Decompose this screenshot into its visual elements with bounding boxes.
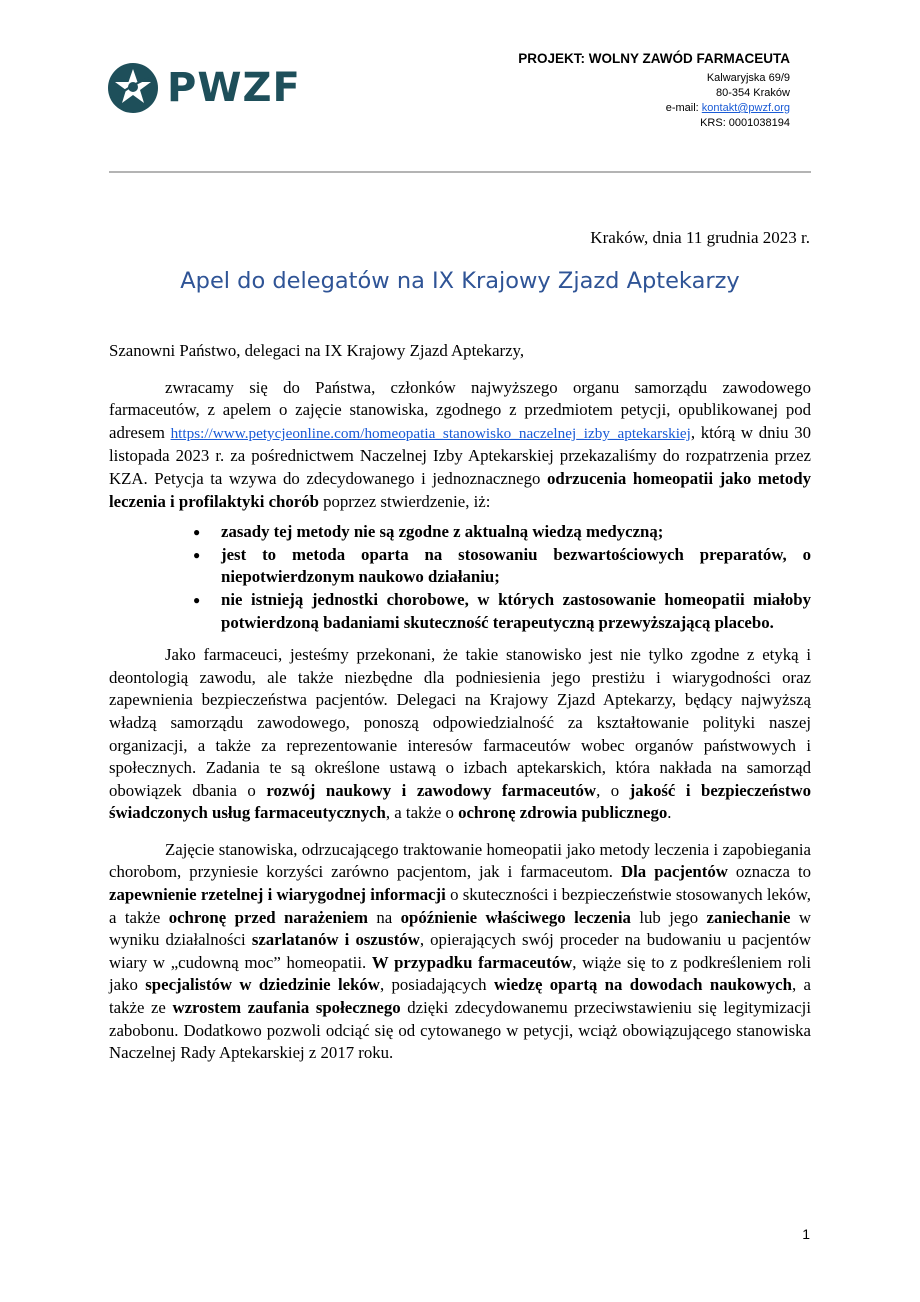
petition-link[interactable]: https://www.petycjeonline.com/homeopatia_stanowisko_naczelnej_izby_aptekarskiej [170, 424, 691, 442]
text-span: zwracamy się do Państwa, członków najwyższego organu samorządu zawodowego farmaceutów, z apelem o zajęcie stanowiska, zgodnego z przedmiotem petycji, opublikowanej pod adresem [109, 377, 811, 442]
bold-span: odrzucenia homeopatii jako metody leczenia i profilaktyki chorób [109, 468, 811, 511]
document-title: Apel do delegatów na IX Krajowy Zjazd Aptekarzy [180, 268, 740, 294]
text-span: dzięki zdecydowanemu przeciwstawieniu się legitymizacji zabobonu. Dodatkowo pozwoli odciąć się od cytowanego w petycji, wciąż obowiązującego stanowiska Naczelnej Rady Aptekarskiej z 2017 roku. [109, 998, 811, 1063]
address-city: 80-354 Kraków [716, 87, 790, 99]
text-span: , a także ze [109, 975, 811, 1018]
email-label: e-mail: [665, 102, 702, 114]
bold-span: opóźnienie właściwego leczenia [400, 907, 631, 927]
project-name: PROJEKT: WOLNY ZAWÓD FARMACEUTA [518, 51, 790, 66]
text-span: Zajęcie stanowiska, odrzucającego traktowanie homeopatii jako metody leczenia i zapobiegania chorobom, przyniesie korzyści zarówno pacjentom, jak i farmaceutom. [109, 839, 811, 882]
text-span: , o [596, 780, 630, 800]
bold-span: zapewnienie rzetelnej i wiarygodnej informacji [109, 885, 446, 905]
bold-span: szarlatanów i oszustów [251, 930, 420, 950]
paragraph-2 [109, 644, 811, 825]
bold-span: wzrostem zaufania społecznego [172, 998, 401, 1018]
logo-text: PWZF [167, 65, 301, 111]
text-span: , posiadających [379, 975, 494, 995]
greeting: Szanowni Państwo, delegaci na IX Krajowy Zjazd Aptekarzy, [109, 341, 525, 360]
text-span: o skuteczności i bezpieczeństwie stosowanych leków, a także [109, 885, 811, 927]
text-span: , a także o [385, 803, 459, 823]
bold-span: Dla pacjentów [621, 862, 728, 882]
bold-span: specjalistów w dziedzinie leków [145, 975, 380, 995]
bold-span: jakość i bezpieczeństwo świadczonych usług farmaceutycznych [109, 780, 811, 823]
header-divider [109, 171, 811, 173]
text-span: . [667, 803, 672, 823]
paragraph-1 [109, 377, 811, 514]
text-span: lub jego [630, 907, 707, 927]
text-span: w wyniku działalności [109, 907, 811, 950]
krs-number: KRS: 0001038194 [700, 117, 790, 129]
text-span: oznacza to [727, 862, 811, 882]
paragraph-3 [109, 839, 811, 1065]
demands-list [109, 521, 811, 634]
pwzf-logo [107, 62, 301, 114]
text-span: , którą w dniu 30 listopada 2023 r. za pośrednictwem Naczelnej Izby Aptekarskiej przekazaliśmy do rozpatrzenia przez KZA. Petycja ta wzywa do zdecydowanego i jednoznacznego [109, 422, 811, 488]
list-item: ● jest to metoda oparta na stosowaniu bezwartościowych preparatów, o niepotwierdzonym naukowo działaniu; [109, 544, 811, 589]
list-item: ● nie istnieją jednostki chorobowe, w których zastosowanie homeopatii miałoby potwierdzoną badaniami skuteczność terapeutyczną przewyższającą placebo. [109, 589, 811, 634]
letter-date: Kraków, dnia 11 grudnia 2023 r. [590, 228, 810, 247]
text-span: Jako farmaceuci, jesteśmy przekonani, że takie stanowisko jest nie tylko zgodne z etyką i deontologią zawodu, ale także niezbędne dla podniesienia jego prestiżu i wiarygodności oraz zapewnienia bezpieczeństwa pacjentów. Delegaci na Krajowy Zjazd Aptekarzy, będący najwyższą władzą samorządu zawodowego, ponoszą odpowiedzialność za kształtowanie polityki naszej organizacji, a także za reprezentowanie interesów farmaceutów wobec organów państwowych i społecznych. Zadania te są określone ustawą o izbach aptekarskich, która nakłada na samorząd obowiązek dbania o [109, 645, 811, 800]
bold-span: ochronę zdrowia publicznego [458, 803, 668, 823]
text-span: na [367, 907, 401, 927]
bold-span: ochronę przed narażeniem [168, 907, 368, 927]
bold-span: W przypadku farmaceutów [371, 952, 573, 972]
bold-span: zaniechanie [706, 907, 791, 927]
text-span: poprzez stwierdzenie, iż: [318, 491, 491, 511]
email-link[interactable]: kontakt@pwzf.org [701, 102, 790, 114]
pwzf-emblem-icon [107, 62, 159, 114]
page-number: 1 [802, 1226, 810, 1242]
address-street: Kalwaryjska 69/9 [706, 72, 790, 84]
letter-body [109, 340, 811, 1065]
text-span: , wiąże się to z podkreśleniem roli jako [109, 952, 811, 995]
list-item: ● zasady tej metody nie są zgodne z aktualną wiedzą medyczną; [109, 521, 811, 544]
bold-span: wiedzę opartą na dowodach naukowych [493, 975, 792, 995]
email-line [518, 101, 790, 116]
text-span: , opierających swój proceder na budowaniu u pacjentów wiary w „cudowną moc” homeopatii. [109, 930, 811, 972]
bold-span: rozwój naukowy i zawodowy farmaceutów [266, 780, 597, 800]
contact-block [518, 50, 790, 131]
